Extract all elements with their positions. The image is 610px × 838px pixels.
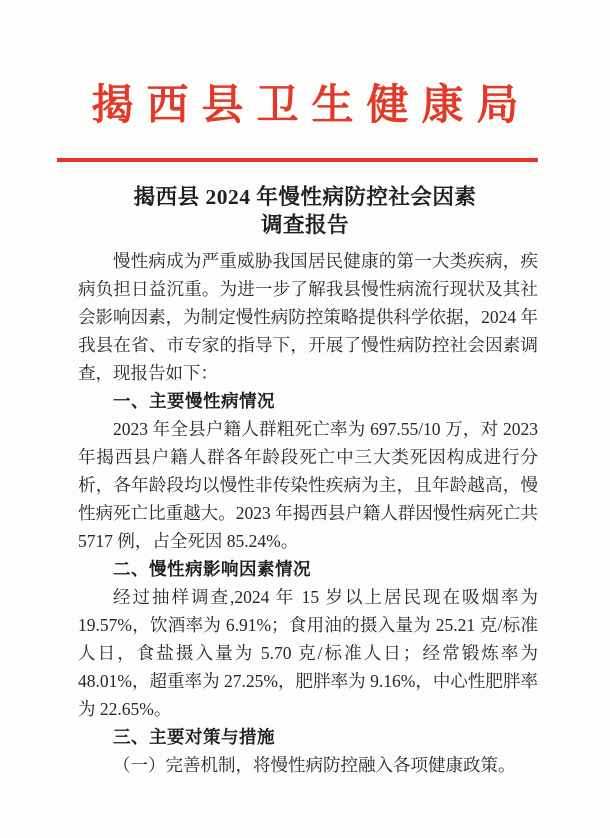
section-3-paragraph: （一）完善机制，将慢性病防控融入各项健康政策。 (113, 755, 516, 775)
section-2-heading: 二、慢性病影响因素情况 (113, 559, 311, 579)
document-title (0, 183, 610, 239)
section-1-paragraph: 2023 年全县户籍人群粗死亡率为 697.55/10 万，对 2023 年揭西县户籍人群各年龄段死亡中三大类死因构成进行分析，各年龄段均以慢性非传染性疾病为主，且年龄越高，慢性病死亡比重越大。2023 年揭西县户籍人群因慢性病死亡共 5717 例，占全死因 85.24%。 (78, 419, 538, 551)
section-3-heading: 三、主要对策与措施 (113, 727, 275, 747)
document-title-line1: 揭西县 2024 年慢性病防控社会因素 (133, 185, 477, 209)
section-1-heading: 一、主要慢性病情况 (113, 391, 275, 411)
document-title-line2: 调查报告 (260, 213, 349, 237)
section-2-paragraph: 经过抽样调查,2024 年 15 岁以上居民现在吸烟率为 19.57%，饮酒率为 6.91%；食用油的摄入量为 25.21 克/标准人日，食盐摄入量为 5.70 克/标准人日；经常锻炼率为 48.01%，超重率为 27.25%，肥胖率为 9.16%，中心性肥胖率为 22.65%。 (78, 587, 538, 719)
header-divider (57, 158, 538, 162)
document-body (78, 247, 538, 779)
intro-paragraph: 慢性病成为严重威胁我国居民健康的第一大类疾病，疾病负担日益沉重。为进一步了解我县慢性病流行现状及其社会影响因素，为制定慢性病防控策略提供科学依据，2024 年我县在省、市专家的指导下，开展了慢性病防控社会因素调查，现报告如下： (78, 251, 538, 383)
agency-header: 揭西县卫生健康局 (91, 83, 532, 129)
